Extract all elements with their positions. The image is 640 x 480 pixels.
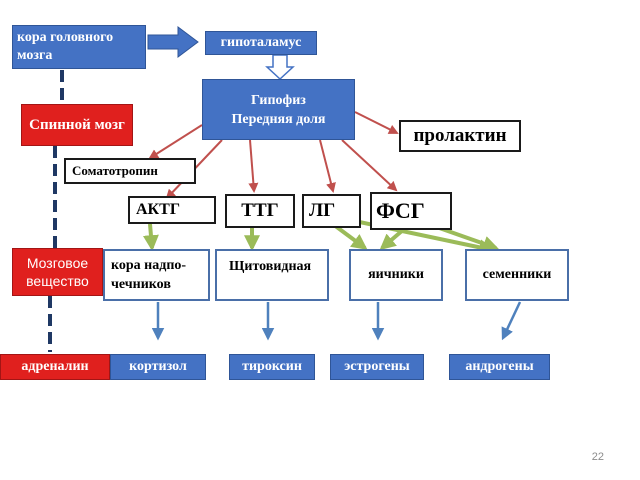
- arrow-pituitary-fsh: [342, 140, 396, 190]
- arrow-pituitary-lh: [320, 140, 333, 191]
- thyroxine-box: [229, 354, 315, 380]
- androgens-box: [449, 354, 550, 380]
- hypothalamus-to-pituitary-arrow: [267, 55, 293, 79]
- hypothalamus-label: гипоталамус: [220, 35, 302, 50]
- ovaries-box: [349, 249, 443, 301]
- lh-box: [302, 194, 361, 228]
- fsh-label: ФСГ: [376, 198, 425, 223]
- prolactin-label: пролактин: [413, 125, 507, 146]
- estrogens-box: [330, 354, 424, 380]
- arrow-testes-androgens: [503, 302, 520, 338]
- adrenaline-box: [0, 354, 110, 380]
- cortex-label: кора головного мозга: [17, 30, 114, 63]
- cortisol-label: кортизол: [129, 359, 187, 374]
- prolactin-box: [399, 120, 521, 152]
- arrow-acth-adrenal: [150, 224, 152, 248]
- adrenal-cortex-box: [103, 249, 210, 301]
- medulla-label: Мозговое вещество: [26, 255, 89, 289]
- ovaries-label: яичники: [368, 267, 424, 282]
- testes-label: семенники: [482, 267, 552, 282]
- estrogens-label: эстрогены: [344, 359, 410, 374]
- spinal-cord-label: Спинной мозг: [29, 117, 125, 133]
- acth-box: [128, 196, 216, 224]
- cortex-box: [12, 25, 146, 69]
- pituitary-box: [202, 79, 355, 140]
- page-number: 22: [591, 451, 604, 463]
- spinal-cord-box: [21, 104, 133, 146]
- tsh-box: [225, 194, 295, 228]
- thyroid-box: [215, 249, 329, 301]
- arrow-pituitary-somatotropin: [150, 125, 202, 158]
- fsh-box: [370, 192, 452, 230]
- cortex-to-hypothalamus-arrow: [148, 27, 198, 57]
- arrow-pituitary-tsh: [250, 140, 254, 191]
- cortisol-box: [110, 354, 206, 380]
- lh-label: ЛГ: [309, 200, 336, 221]
- somatotropin-box: [64, 158, 196, 184]
- testes-box: [465, 249, 569, 301]
- acth-label: АКТГ: [136, 201, 181, 218]
- adrenal-cortex-label: кора надпо- чечников: [111, 258, 187, 292]
- medulla-box: [12, 248, 103, 296]
- thyroxine-label: тироксин: [242, 359, 302, 374]
- hypothalamus-box: [205, 31, 317, 55]
- androgens-label: андрогены: [465, 359, 534, 374]
- thyroid-label: Щитовидная: [229, 259, 312, 274]
- pituitary-label: Гипофиз Передняя доля: [231, 92, 326, 127]
- arrow-pituitary-prolactin: [355, 112, 397, 133]
- adrenaline-label: адреналин: [21, 359, 89, 374]
- tsh-label: ТТГ: [241, 200, 279, 221]
- somatotropin-label: Соматотропин: [72, 163, 158, 178]
